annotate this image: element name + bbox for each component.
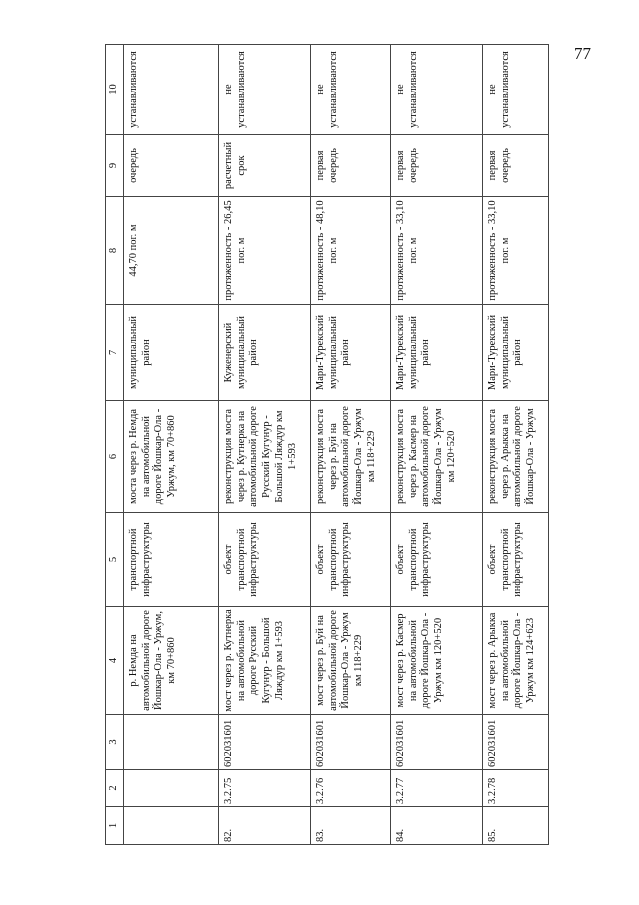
zones-cell: не устанавливаются	[310, 45, 390, 135]
object-type-cell: объект транспортной инфраструктуры	[482, 513, 548, 607]
location-cell: Мари-Турекский муниципальный район	[310, 305, 390, 401]
code-cell: 3.2.75	[218, 770, 310, 807]
oktmo-cell: 602031601	[218, 715, 310, 770]
object-name-cell: мост через р. Кутнерка на автомобильной дороге Русский Кугунур - Большой Ляждур км 1+593	[218, 607, 310, 715]
row-number-cell	[123, 807, 218, 845]
description-cell: реконструкция моста через р. Кутнерка на автомобильной дороге Русский Кугунур - Большой Ляждур км 1+593	[218, 401, 310, 513]
code-cell: 3.2.78	[482, 770, 548, 807]
location-cell: Мари-Турекский муниципальный район	[390, 305, 482, 401]
row-number-cell: 82.	[218, 807, 310, 845]
column-header: 9	[106, 135, 124, 197]
characteristics-cell: протяженность - 33,10 пог. м	[390, 197, 482, 305]
column-header: 4	[106, 607, 124, 715]
column-header: 6	[106, 401, 124, 513]
term-cell: очередь	[123, 135, 218, 197]
oktmo-cell	[123, 715, 218, 770]
column-header: 5	[106, 513, 124, 607]
row-number-cell: 85.	[482, 807, 548, 845]
characteristics-cell: протяженность - 26,45 пог. м	[218, 197, 310, 305]
object-type-cell: транспортной инфраструктуры	[123, 513, 218, 607]
page-number: 77	[574, 44, 591, 63]
column-header: 10	[106, 45, 124, 135]
column-header: 7	[106, 305, 124, 401]
zones-cell: не устанавливаются	[218, 45, 310, 135]
description-cell: реконструкция моста через р. Арыкка на автомобильной дороге Йошкар-Ола - Уржум	[482, 401, 548, 513]
oktmo-cell: 602031601	[390, 715, 482, 770]
oktmo-cell: 602031601	[482, 715, 548, 770]
object-name-cell: мост через р. Касмер на автомобильной дороге Йошкар-Ола - Уржум км 120+520	[390, 607, 482, 715]
description-cell: моста через р. Немда на автомобильной дороге Йошкар-Ола - Уржум, км 70+860	[123, 401, 218, 513]
zones-cell: не устанавливаются	[390, 45, 482, 135]
table-row	[123, 45, 218, 845]
characteristics-cell: 44,70 пог. м	[123, 197, 218, 305]
object-name-cell: мост через р. Буй на автомобильной дороге Йошкар-Ола - Уржум км 118+229	[310, 607, 390, 715]
location-cell: Мари-Турекский муниципальный район	[482, 305, 548, 401]
zones-cell: устанавливаются	[123, 45, 218, 135]
table-row	[390, 45, 482, 845]
object-type-cell: объект транспортной инфраструктуры	[218, 513, 310, 607]
object-name-cell: р. Немда на автомобильной дороге Йошкар-Ола - Уржум, км 70+860	[123, 607, 218, 715]
oktmo-cell: 602031601	[310, 715, 390, 770]
code-cell: 3.2.76	[310, 770, 390, 807]
location-cell: Куженерский муниципальный район	[218, 305, 310, 401]
code-cell: 3.2.77	[390, 770, 482, 807]
zones-cell: не устанавливаются	[482, 45, 548, 135]
rotated-table-container	[105, 45, 537, 845]
location-cell: муниципальный район	[123, 305, 218, 401]
table-row	[482, 45, 548, 845]
term-cell: расчетный срок	[218, 135, 310, 197]
row-number-cell: 83.	[310, 807, 390, 845]
object-name-cell: мост через р. Арыкка на автомобильной дороге Йошкар-Ола - Уржум км 124+623	[482, 607, 548, 715]
object-type-cell: объект транспортной инфраструктуры	[390, 513, 482, 607]
description-cell: реконструкция моста через р. Буй на автомобильной дороге Йошкар-Ола - Уржум км 118+229	[310, 401, 390, 513]
objects-table	[105, 44, 549, 845]
header-row	[106, 45, 124, 845]
code-cell	[123, 770, 218, 807]
column-header: 2	[106, 770, 124, 807]
description-cell: реконструкция моста через р. Касмер на автомобильной дороге Йошкар-Ола - Уржум км 120+520	[390, 401, 482, 513]
object-type-cell: объект транспортной инфраструктуры	[310, 513, 390, 607]
table-row	[218, 45, 310, 845]
term-cell: первая очередь	[390, 135, 482, 197]
characteristics-cell: протяженность - 33,10 пог. м	[482, 197, 548, 305]
column-header: 3	[106, 715, 124, 770]
characteristics-cell: протяженность - 48,10 пог. м	[310, 197, 390, 305]
column-header: 1	[106, 807, 124, 845]
column-header: 8	[106, 197, 124, 305]
row-number-cell: 84.	[390, 807, 482, 845]
term-cell: первая очередь	[310, 135, 390, 197]
table-row	[310, 45, 390, 845]
term-cell: первая очередь	[482, 135, 548, 197]
